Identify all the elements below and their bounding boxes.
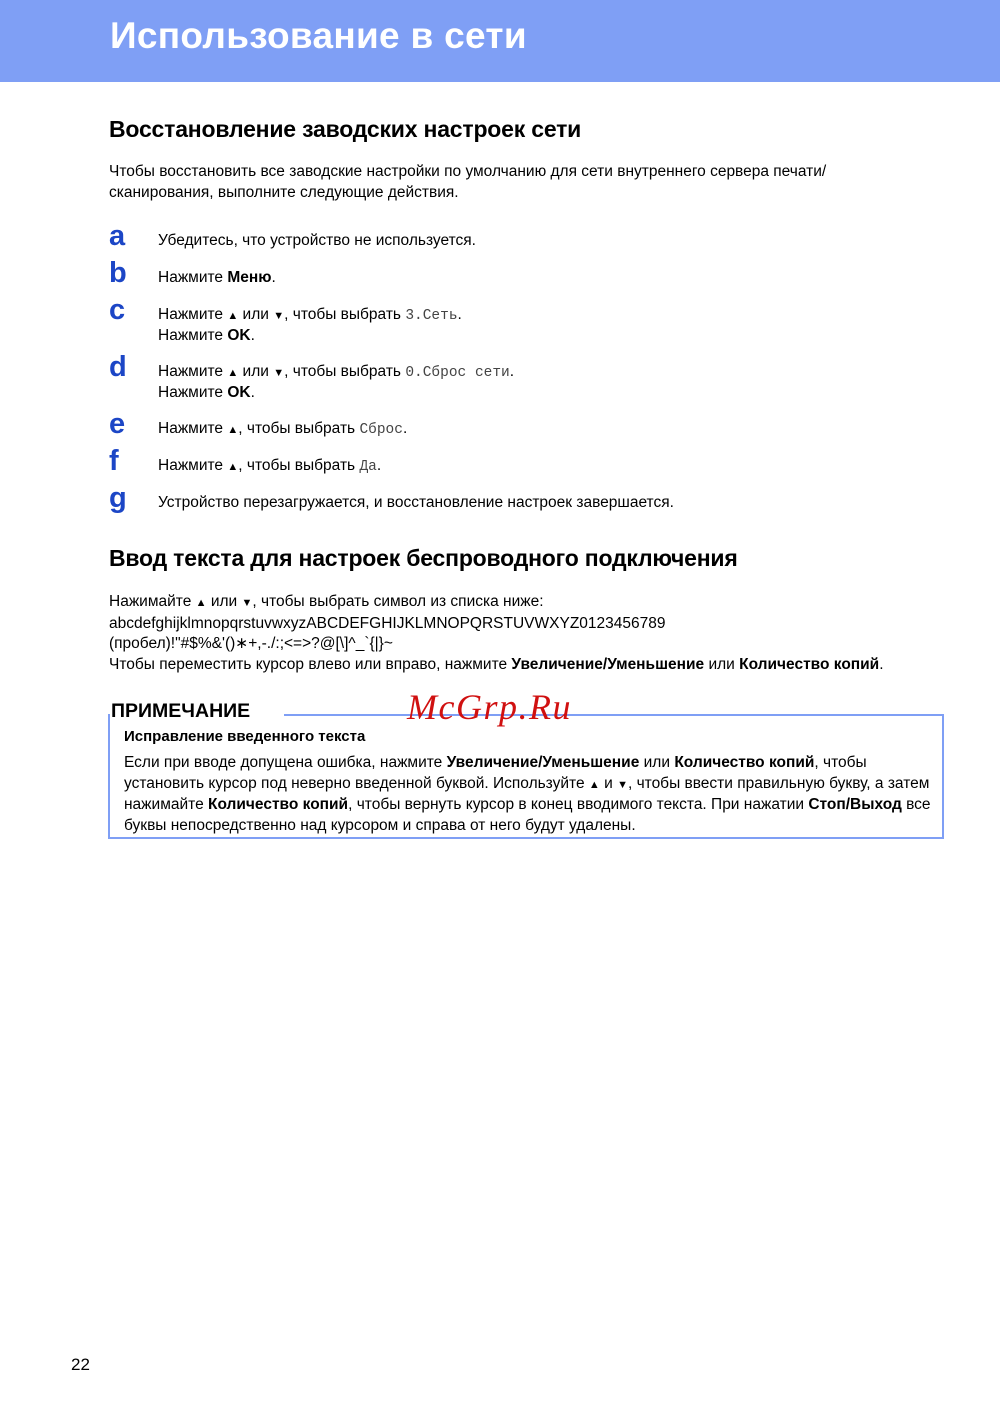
symbol-list: (пробел)!"#$%&'()∗+,-./:;<=>?@[\]^_`{|}~: [109, 635, 393, 652]
up-arrow-icon: ▲: [588, 778, 600, 791]
key-label: Количество копий: [739, 655, 880, 673]
key-label: OK: [227, 384, 251, 401]
section-title-text-entry: Ввод текста для настроек беспроводного подключения: [109, 545, 738, 571]
note-label: ПРИМЕЧАНИЕ: [111, 700, 256, 723]
up-arrow-icon: ▲: [227, 461, 239, 473]
step-text: Устройство перезагружается, и восстановление настроек завершается.: [158, 494, 674, 511]
key-label: Увеличение/Уменьшение: [446, 754, 640, 771]
step-text: Нажмите ▲ или ▼, чтобы выбрать 0.Сброс сети. Нажмите OK.: [158, 363, 515, 401]
step-text: Нажмите Меню.: [158, 269, 276, 286]
down-arrow-icon: ▼: [241, 597, 253, 609]
up-arrow-icon: ▲: [227, 367, 239, 379]
key-label: Количество копий: [674, 754, 815, 771]
lcd-text: Да: [359, 459, 377, 475]
watermark: McGrp.Ru: [407, 687, 572, 727]
key-label: Меню: [227, 269, 272, 286]
up-arrow-icon: ▲: [195, 597, 207, 609]
up-arrow-icon: ▲: [227, 424, 239, 436]
page-title: Использование в сети: [110, 15, 527, 56]
down-arrow-icon: ▼: [273, 310, 285, 322]
key-label: OK: [227, 327, 251, 344]
note-top-rule: [284, 714, 944, 716]
step-letter: f: [109, 445, 119, 477]
step-letter: e: [109, 408, 126, 440]
page-number: 22: [71, 1355, 90, 1374]
lcd-text: 0.Сброс сети: [405, 365, 510, 381]
key-label: Количество копий: [208, 796, 349, 813]
down-arrow-icon: ▼: [617, 778, 628, 791]
key-label: Стоп/Выход: [808, 796, 902, 813]
lcd-text: 3.Сеть: [405, 308, 458, 324]
step-letter: b: [109, 257, 127, 289]
section-intro: Чтобы восстановить все заводские настройки по умолчанию для сети внутреннего сервера печати/сканирования, выполните следующие действия.: [109, 163, 827, 201]
step-letter: a: [109, 220, 126, 252]
step-text: Нажмите ▲ или ▼, чтобы выбрать 3.Сеть. Нажмите OK.: [158, 306, 462, 344]
instruction-line: Нажимайте ▲ или ▼, чтобы выбрать символ из списка ниже:: [109, 593, 544, 610]
note-text: Если при вводе допущена ошибка, нажмите Увеличение/Уменьшение или Количество копий, чтобы установить курсор под неверно введенной буквой. Используйте ▲ и ▼, чтобы ввести правильную букву, а затем нажимайте Количество копий, чтобы вернуть курсор в конец вводимого текста. При нажатии Стоп/Выход все буквы непосредственно над курсором и справа от него будут удалены.: [124, 754, 931, 834]
step-text: Убедитесь, что устройство не используется.: [158, 232, 476, 249]
section-title-factory-reset: Восстановление заводских настроек сети: [109, 116, 582, 142]
character-list: abcdefghijklmnopqrstuvwxyzABCDEFGHIJKLMNOPQRSTUVWXYZ0123456789: [109, 614, 666, 632]
step-text: Нажмите ▲, чтобы выбрать Сброс.: [158, 420, 408, 438]
step-text: Нажмите ▲, чтобы выбрать Да.: [158, 457, 382, 475]
section-body: [109, 592, 969, 675]
down-arrow-icon: ▼: [273, 367, 285, 379]
step-letter: c: [109, 294, 126, 326]
step-letter: d: [109, 351, 127, 383]
key-label: Увеличение/Уменьшение: [511, 655, 705, 673]
cursor-instruction: Чтобы переместить курсор влево или вправо, нажмите Увеличение/Уменьшение или Количество копий.: [109, 655, 884, 673]
up-arrow-icon: ▲: [227, 310, 239, 322]
step-letter: g: [109, 482, 127, 514]
lcd-text: Сброс: [359, 422, 403, 438]
note-subtitle: Исправление введенного текста: [124, 728, 366, 745]
